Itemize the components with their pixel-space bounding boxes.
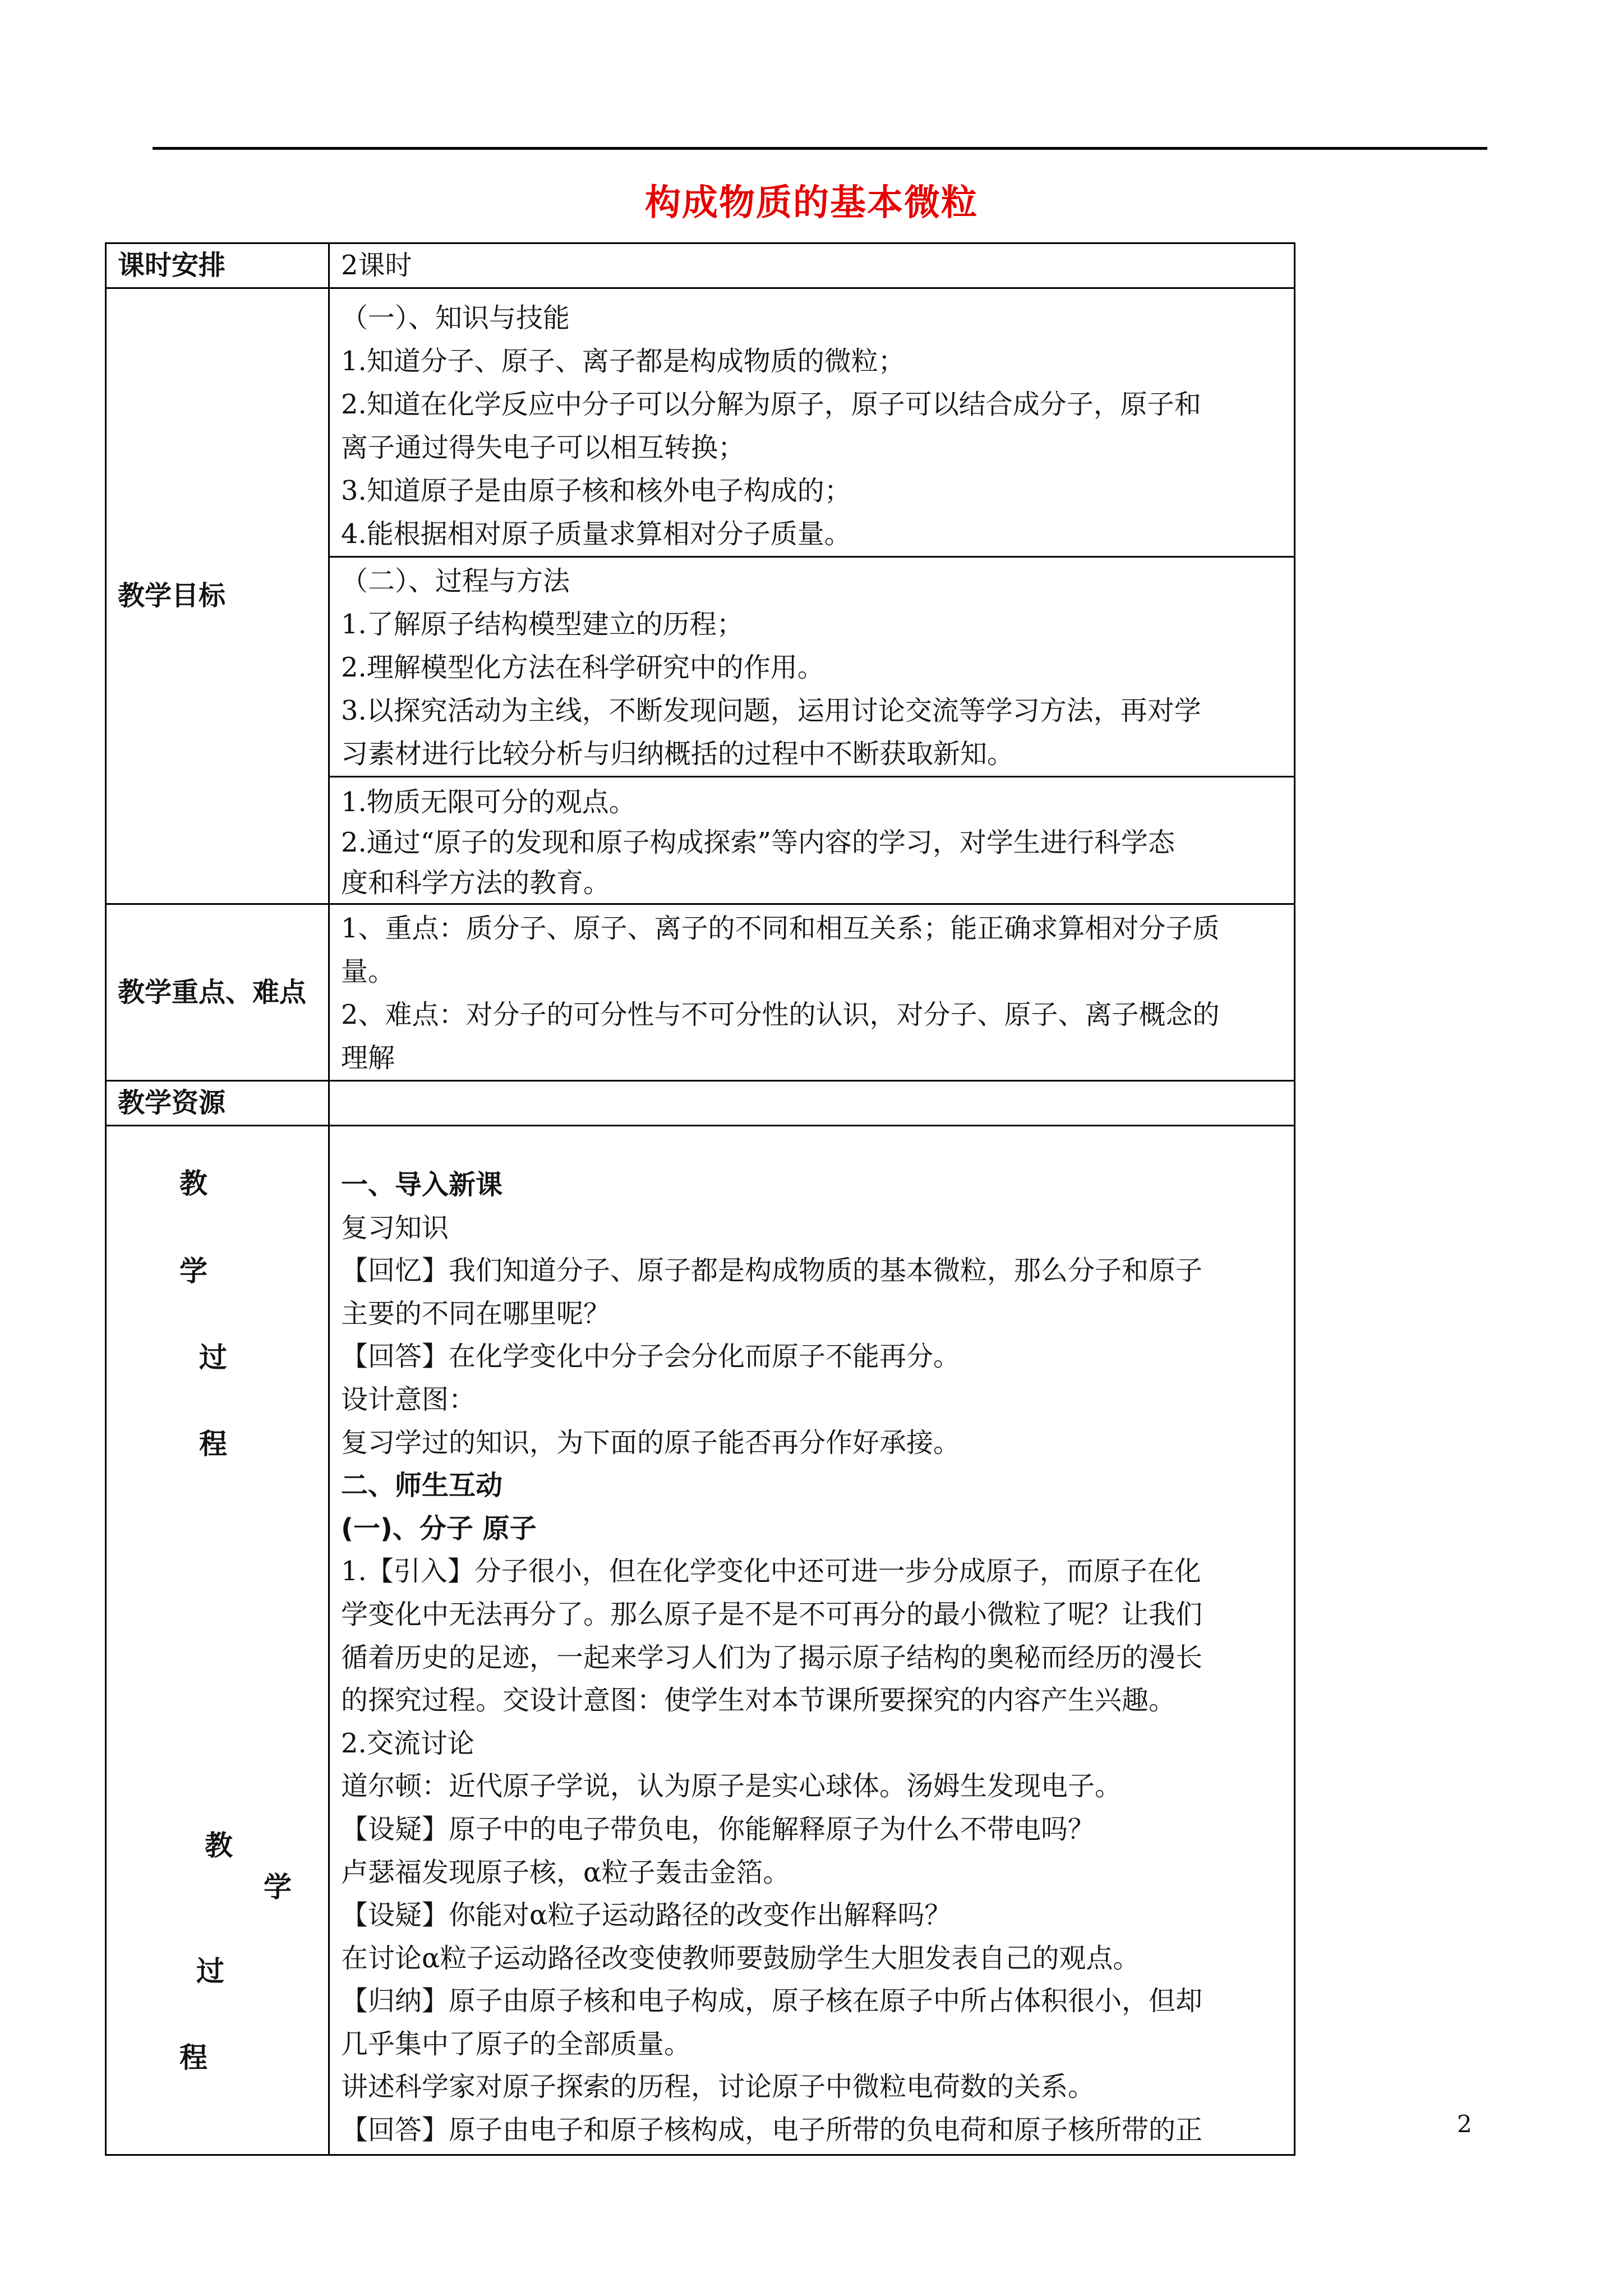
process-line: 几乎集中了原子的全部质量。 [341, 2028, 691, 2060]
objectives-attitude-cell [329, 777, 1295, 904]
header-rule [153, 147, 1487, 150]
process-goal-line: 1.了解原子结构模型建立的历程； [341, 609, 744, 640]
process-line: 【回答】原子由电子和原子核构成，电子所带的负电荷和原子核所带的正 [341, 2114, 1203, 2146]
process-line: 【回忆】我们知道分子、原子都是构成物质的基本微粒，那么分子和原子 [341, 1255, 1203, 1287]
row-resources [106, 1081, 1295, 1126]
knowledge-line: 1.知道分子、原子、离子都是构成物质的微粒； [341, 346, 905, 377]
process-label-char: 程 [199, 1428, 227, 1460]
attitude-line: 度和科学方法的教育。 [341, 867, 611, 899]
process-line: 2.交流讨论 [341, 1727, 474, 1759]
knowledge-line: 3.知道原子是由原子核和核外电子构成的； [341, 475, 851, 507]
knowledge-line: 4.能根据相对原子质量求算相对分子质量。 [341, 518, 851, 550]
lesson-plan-table [105, 242, 1295, 2156]
process-line: 设计意图： [341, 1383, 476, 1415]
process-label-char: 教 [179, 1167, 208, 1200]
process-line: 【设疑】原子中的电子带负电，你能解释原子为什么不带电吗？ [341, 1813, 1095, 1845]
process-goal-line: （二）、过程与方法 [341, 565, 570, 597]
page-title: 构成物质的基本微粒 [645, 182, 978, 224]
process-line: 【回答】在化学变化中分子会分化而原子不能再分。 [341, 1341, 961, 1373]
section-heading: 二、师生互动 [341, 1470, 503, 1502]
process-line: 复习知识 [341, 1212, 449, 1244]
row-teaching-process [106, 1126, 1295, 2155]
row-schedule [106, 243, 1295, 288]
key-point-line: 1、重点：质分子、原子、离子的不同和相互关系；能正确求算相对分子质 [341, 913, 1220, 944]
process-content-cell [329, 1126, 1295, 2155]
process-line: 主要的不同在哪里呢？ [341, 1297, 611, 1329]
key-point-line: 2、难点：对分子的可分性与不可分性的认识，对分子、原子、离子概念的 [341, 999, 1220, 1030]
key-point-line: 理解 [341, 1042, 395, 1074]
key-points-label: 教学重点、难点 [106, 904, 329, 1081]
process-line: 【设疑】你能对α粒子运动路径的改变作出解释吗？ [341, 1899, 952, 1931]
key-points-cell [329, 904, 1295, 1081]
key-point-line: 量。 [341, 956, 395, 987]
process-label-char: 教 [205, 1829, 233, 1862]
process-line: 学变化中无法再分了。那么原子是不是不可再分的最小微粒了呢？让我们 [341, 1598, 1203, 1630]
process-goal-line: 习素材进行比较分析与归纳概括的过程中不断获取新知。 [341, 738, 1015, 770]
subsection-heading: (一)、分子 原子 [341, 1512, 537, 1544]
process-line: 卢瑟福发现原子核，α粒子轰击金箔。 [341, 1856, 790, 1888]
resources-value [329, 1081, 1295, 1126]
process-label-char: 程 [179, 2041, 208, 2074]
schedule-value: 2课时 [329, 243, 1295, 288]
process-label-char: 过 [196, 1955, 224, 1987]
process-line: 道尔顿：近代原子学说，认为原子是实心球体。汤姆生发现电子。 [341, 1770, 1122, 1802]
process-line: 在讨论α粒子运动路径改变使教师要鼓励学生大胆发表自己的观点。 [341, 1942, 1140, 1974]
process-line: 的探究过程。交设计意图：使学生对本节课所要探究的内容产生兴趣。 [341, 1685, 1176, 1717]
knowledge-line: 离子通过得失电子可以相互转换； [341, 432, 745, 463]
section-heading: 一、导入新课 [341, 1169, 503, 1200]
process-goal-line: 3.以探究活动为主线，不断发现问题，运用讨论交流等学习方法，再对学 [341, 695, 1201, 726]
knowledge-line: （一）、知识与技能 [341, 302, 570, 334]
process-label-char: 过 [199, 1341, 227, 1374]
attitude-line: 2.通过“原子的发现和原子构成探索”等内容的学习，对学生进行科学态 [341, 827, 1175, 858]
process-line: 循着历史的足迹，一起来学习人们为了揭示原子结构的奥秘而经历的漫长 [341, 1641, 1203, 1673]
process-line: 【归纳】原子由原子核和电子构成，原子核在原子中所占体积很小，但却 [341, 1985, 1203, 2017]
resources-label: 教学资源 [106, 1081, 329, 1126]
knowledge-line: 2.知道在化学反应中分子可以分解为原子，原子可以结合成分子，原子和 [341, 389, 1201, 420]
row-objectives-knowledge [106, 288, 1295, 557]
row-key-points [106, 904, 1295, 1081]
process-label [106, 1126, 329, 2155]
process-line: 复习学过的知识，为下面的原子能否再分作好承接。 [341, 1427, 961, 1458]
objectives-process-cell [329, 557, 1295, 777]
schedule-label: 课时安排 [106, 243, 329, 288]
process-goal-line: 2.理解模型化方法在科学研究中的作用。 [341, 652, 824, 683]
attitude-line: 1.物质无限可分的观点。 [341, 786, 636, 818]
process-label-char: 学 [179, 1255, 208, 1287]
process-line: 1.【引入】分子很小，但在化学变化中还可进一步分成原子，而原子在化 [341, 1556, 1201, 1588]
objectives-knowledge-cell [329, 288, 1295, 557]
page-number: 2 [1457, 2110, 1472, 2138]
process-line: 讲述科学家对原子探索的历程，讨论原子中微粒电荷数的关系。 [341, 2071, 1095, 2103]
process-label-char: 学 [264, 1871, 292, 1903]
objectives-label: 教学目标 [106, 288, 329, 904]
